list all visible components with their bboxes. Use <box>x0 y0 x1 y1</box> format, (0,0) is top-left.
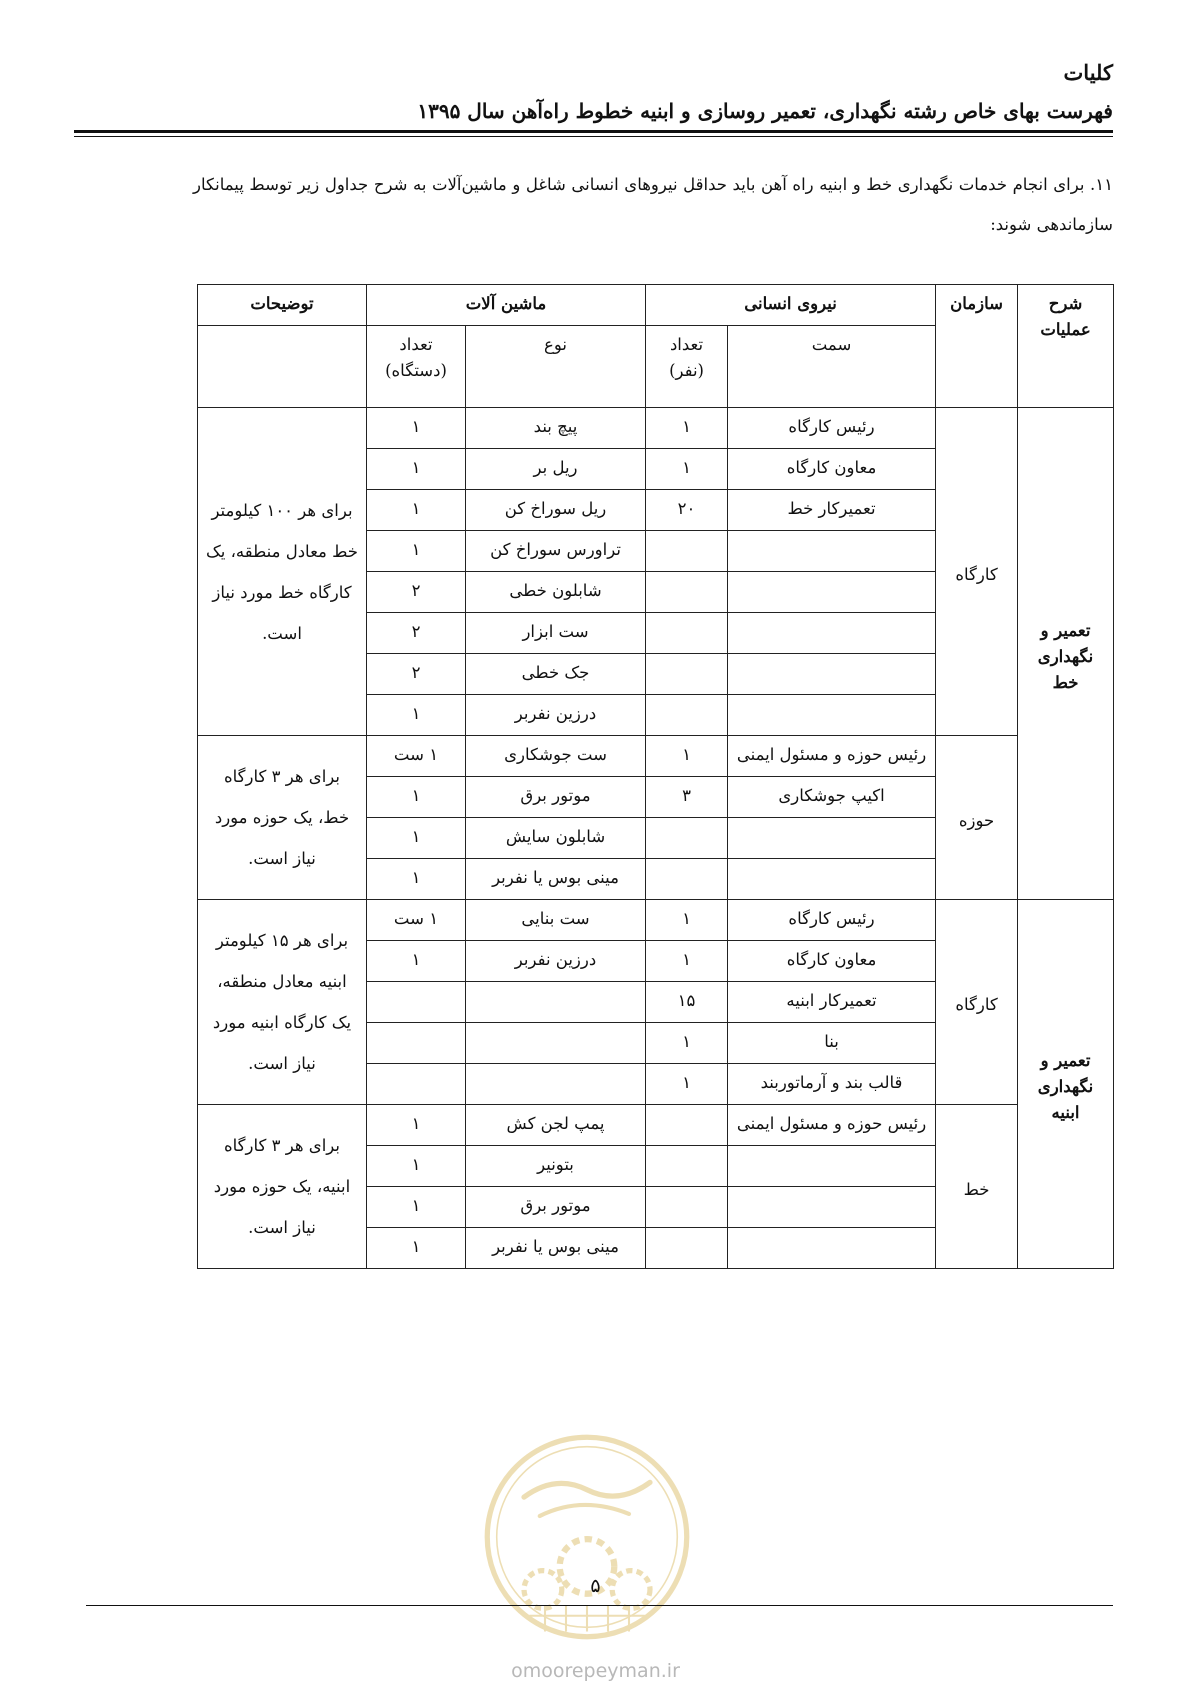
position-cell: رئیس کارگاه <box>728 900 936 941</box>
people-count-cell: ۱ <box>646 1064 728 1105</box>
device-count-cell: ۱ <box>367 777 466 818</box>
machine-type-cell: ریل بر <box>466 449 646 490</box>
section-title: کلیات <box>1063 60 1113 85</box>
people-count-cell <box>646 818 728 859</box>
machine-type-cell <box>466 982 646 1023</box>
people-count-cell <box>646 695 728 736</box>
position-cell <box>728 1146 936 1187</box>
device-count-cell <box>367 1023 466 1064</box>
machine-type-cell: درزین نفربر <box>466 695 646 736</box>
people-count-cell: ۱ <box>646 736 728 777</box>
header-position: سمت <box>728 326 936 408</box>
machine-type-cell: تراورس سوراخ کن <box>466 531 646 572</box>
people-count-cell: ۲۰ <box>646 490 728 531</box>
people-count-cell <box>646 1146 728 1187</box>
device-count-cell: ۲ <box>367 613 466 654</box>
machine-type-cell: موتور برق <box>466 1187 646 1228</box>
device-count-cell: ۲ <box>367 572 466 613</box>
machine-type-cell: شابلون سایش <box>466 818 646 859</box>
device-count-cell: ۱ <box>367 941 466 982</box>
people-count-cell: ۱ <box>646 900 728 941</box>
header-machinery: ماشین آلات <box>367 285 646 326</box>
people-count-cell <box>646 572 728 613</box>
document-title: فهرست بهای خاص رشته نگهداری، تعمیر روسازی و ابنیه خطوط راه‌آهن سال ۱۳۹۵ <box>417 99 1113 123</box>
device-count-cell: ۲ <box>367 654 466 695</box>
people-count-cell <box>646 1105 728 1146</box>
device-count-cell: ۱ <box>367 490 466 531</box>
header-count-devices: تعداد (دستگاه) <box>367 326 466 408</box>
machine-type-cell: پیچ بند <box>466 408 646 449</box>
position-cell: معاون کارگاه <box>728 941 936 982</box>
position-cell <box>728 1187 936 1228</box>
header-notes-blank <box>198 326 367 408</box>
device-count-cell: ۱ ست <box>367 736 466 777</box>
header-notes: توضیحات <box>198 285 367 326</box>
header-workforce: نیروی انسانی <box>646 285 936 326</box>
header-rule <box>74 130 1113 133</box>
header-organization: سازمان <box>936 285 1018 408</box>
organization-cell: حوزه <box>936 736 1018 900</box>
machine-type-cell: مینی بوس یا نفربر <box>466 859 646 900</box>
table-row <box>198 408 1114 449</box>
position-cell <box>728 695 936 736</box>
machine-type-cell: پمپ لجن کش <box>466 1105 646 1146</box>
device-count-cell: ۱ <box>367 859 466 900</box>
device-count-cell: ۱ <box>367 1228 466 1269</box>
device-count-cell: ۱ <box>367 1187 466 1228</box>
table-row <box>198 900 1114 941</box>
operations-body <box>198 408 1114 1269</box>
device-count-cell: ۱ <box>367 531 466 572</box>
machine-type-cell: مینی بوس یا نفربر <box>466 1228 646 1269</box>
position-cell: رئیس حوزه و مسئول ایمنی <box>728 736 936 777</box>
footer-rule <box>86 1605 1113 1606</box>
machine-type-cell <box>466 1064 646 1105</box>
machine-type-cell: ست بنایی <box>466 900 646 941</box>
people-count-cell <box>646 531 728 572</box>
organization-cell: خط <box>936 1105 1018 1269</box>
position-cell: رئیس کارگاه <box>728 408 936 449</box>
people-count-cell: ۳ <box>646 777 728 818</box>
position-cell: معاون کارگاه <box>728 449 936 490</box>
machine-type-cell: شابلون خطی <box>466 572 646 613</box>
people-count-cell <box>646 654 728 695</box>
position-cell <box>728 654 936 695</box>
people-count-cell <box>646 859 728 900</box>
position-cell: بنا <box>728 1023 936 1064</box>
people-count-cell: ۱۵ <box>646 982 728 1023</box>
omoorepeyman-seal-icon <box>482 1432 692 1642</box>
site-watermark: omoorepeyman.ir <box>511 1660 680 1682</box>
device-count-cell: ۱ <box>367 408 466 449</box>
page-number: ۵ <box>590 1575 601 1597</box>
position-cell <box>728 1228 936 1269</box>
operations-table <box>197 284 1114 1269</box>
machine-type-cell: درزین نفربر <box>466 941 646 982</box>
machine-type-cell: جک خطی <box>466 654 646 695</box>
notes-cell: برای هر ۳ کارگاه خط، یک حوزه مورد نیاز است. <box>198 736 367 900</box>
device-count-cell: ۱ <box>367 1105 466 1146</box>
device-count-cell <box>367 1064 466 1105</box>
notes-cell: برای هر ۳ کارگاه ابنیه، یک حوزه مورد نیاز است. <box>198 1105 367 1269</box>
notes-cell: برای هر ۱۰۰ کیلومتر خط معادل منطقه، یک کارگاه خط مورد نیاز است. <box>198 408 367 736</box>
machine-type-cell: ست جوشکاری <box>466 736 646 777</box>
notes-cell: برای هر ۱۵ کیلومتر ابنیه معادل منطقه، یک کارگاه ابنیه مورد نیاز است. <box>198 900 367 1105</box>
organization-cell: کارگاه <box>936 408 1018 736</box>
intro-paragraph: ۱۱. برای انجام خدمات نگهداری خط و ابنیه راه آهن باید حداقل نیروهای انسانی شاغل و ماشین‌آلات به شرح جداول زیر توسط پیمانکار سازماندهی شوند: <box>193 175 1113 234</box>
position-cell <box>728 531 936 572</box>
device-count-cell: ۱ <box>367 818 466 859</box>
header-rule-thin <box>74 136 1113 137</box>
position-cell: اکیپ جوشکاری <box>728 777 936 818</box>
device-count-cell: ۱ <box>367 1146 466 1187</box>
header-type: نوع <box>466 326 646 408</box>
position-cell: قالب بند و آرماتوربند <box>728 1064 936 1105</box>
position-cell: رئیس حوزه و مسئول ایمنی <box>728 1105 936 1146</box>
table-row <box>198 1105 1114 1146</box>
table-row <box>198 736 1114 777</box>
machine-type-cell <box>466 1023 646 1064</box>
position-cell <box>728 859 936 900</box>
device-count-cell: ۱ <box>367 695 466 736</box>
operation-name: تعمیر و نگهداری خط <box>1018 408 1114 900</box>
people-count-cell: ۱ <box>646 941 728 982</box>
organization-cell: کارگاه <box>936 900 1018 1105</box>
people-count-cell: ۱ <box>646 1023 728 1064</box>
machine-type-cell: ریل سوراخ کن <box>466 490 646 531</box>
people-count-cell <box>646 613 728 654</box>
machine-type-cell: ست ابزار <box>466 613 646 654</box>
operation-name: تعمیر و نگهداری ابنیه <box>1018 900 1114 1269</box>
header-count-people: تعداد (نفر) <box>646 326 728 408</box>
device-count-cell: ۱ ست <box>367 900 466 941</box>
header-operation: شرح عملیات <box>1018 285 1114 408</box>
device-count-cell <box>367 982 466 1023</box>
people-count-cell: ۱ <box>646 449 728 490</box>
people-count-cell <box>646 1228 728 1269</box>
position-cell: تعمیرکار خط <box>728 490 936 531</box>
position-cell <box>728 572 936 613</box>
device-count-cell: ۱ <box>367 449 466 490</box>
machine-type-cell: بتونیر <box>466 1146 646 1187</box>
people-count-cell: ۱ <box>646 408 728 449</box>
position-cell <box>728 613 936 654</box>
position-cell <box>728 818 936 859</box>
people-count-cell <box>646 1187 728 1228</box>
machine-type-cell: موتور برق <box>466 777 646 818</box>
position-cell: تعمیرکار ابنیه <box>728 982 936 1023</box>
